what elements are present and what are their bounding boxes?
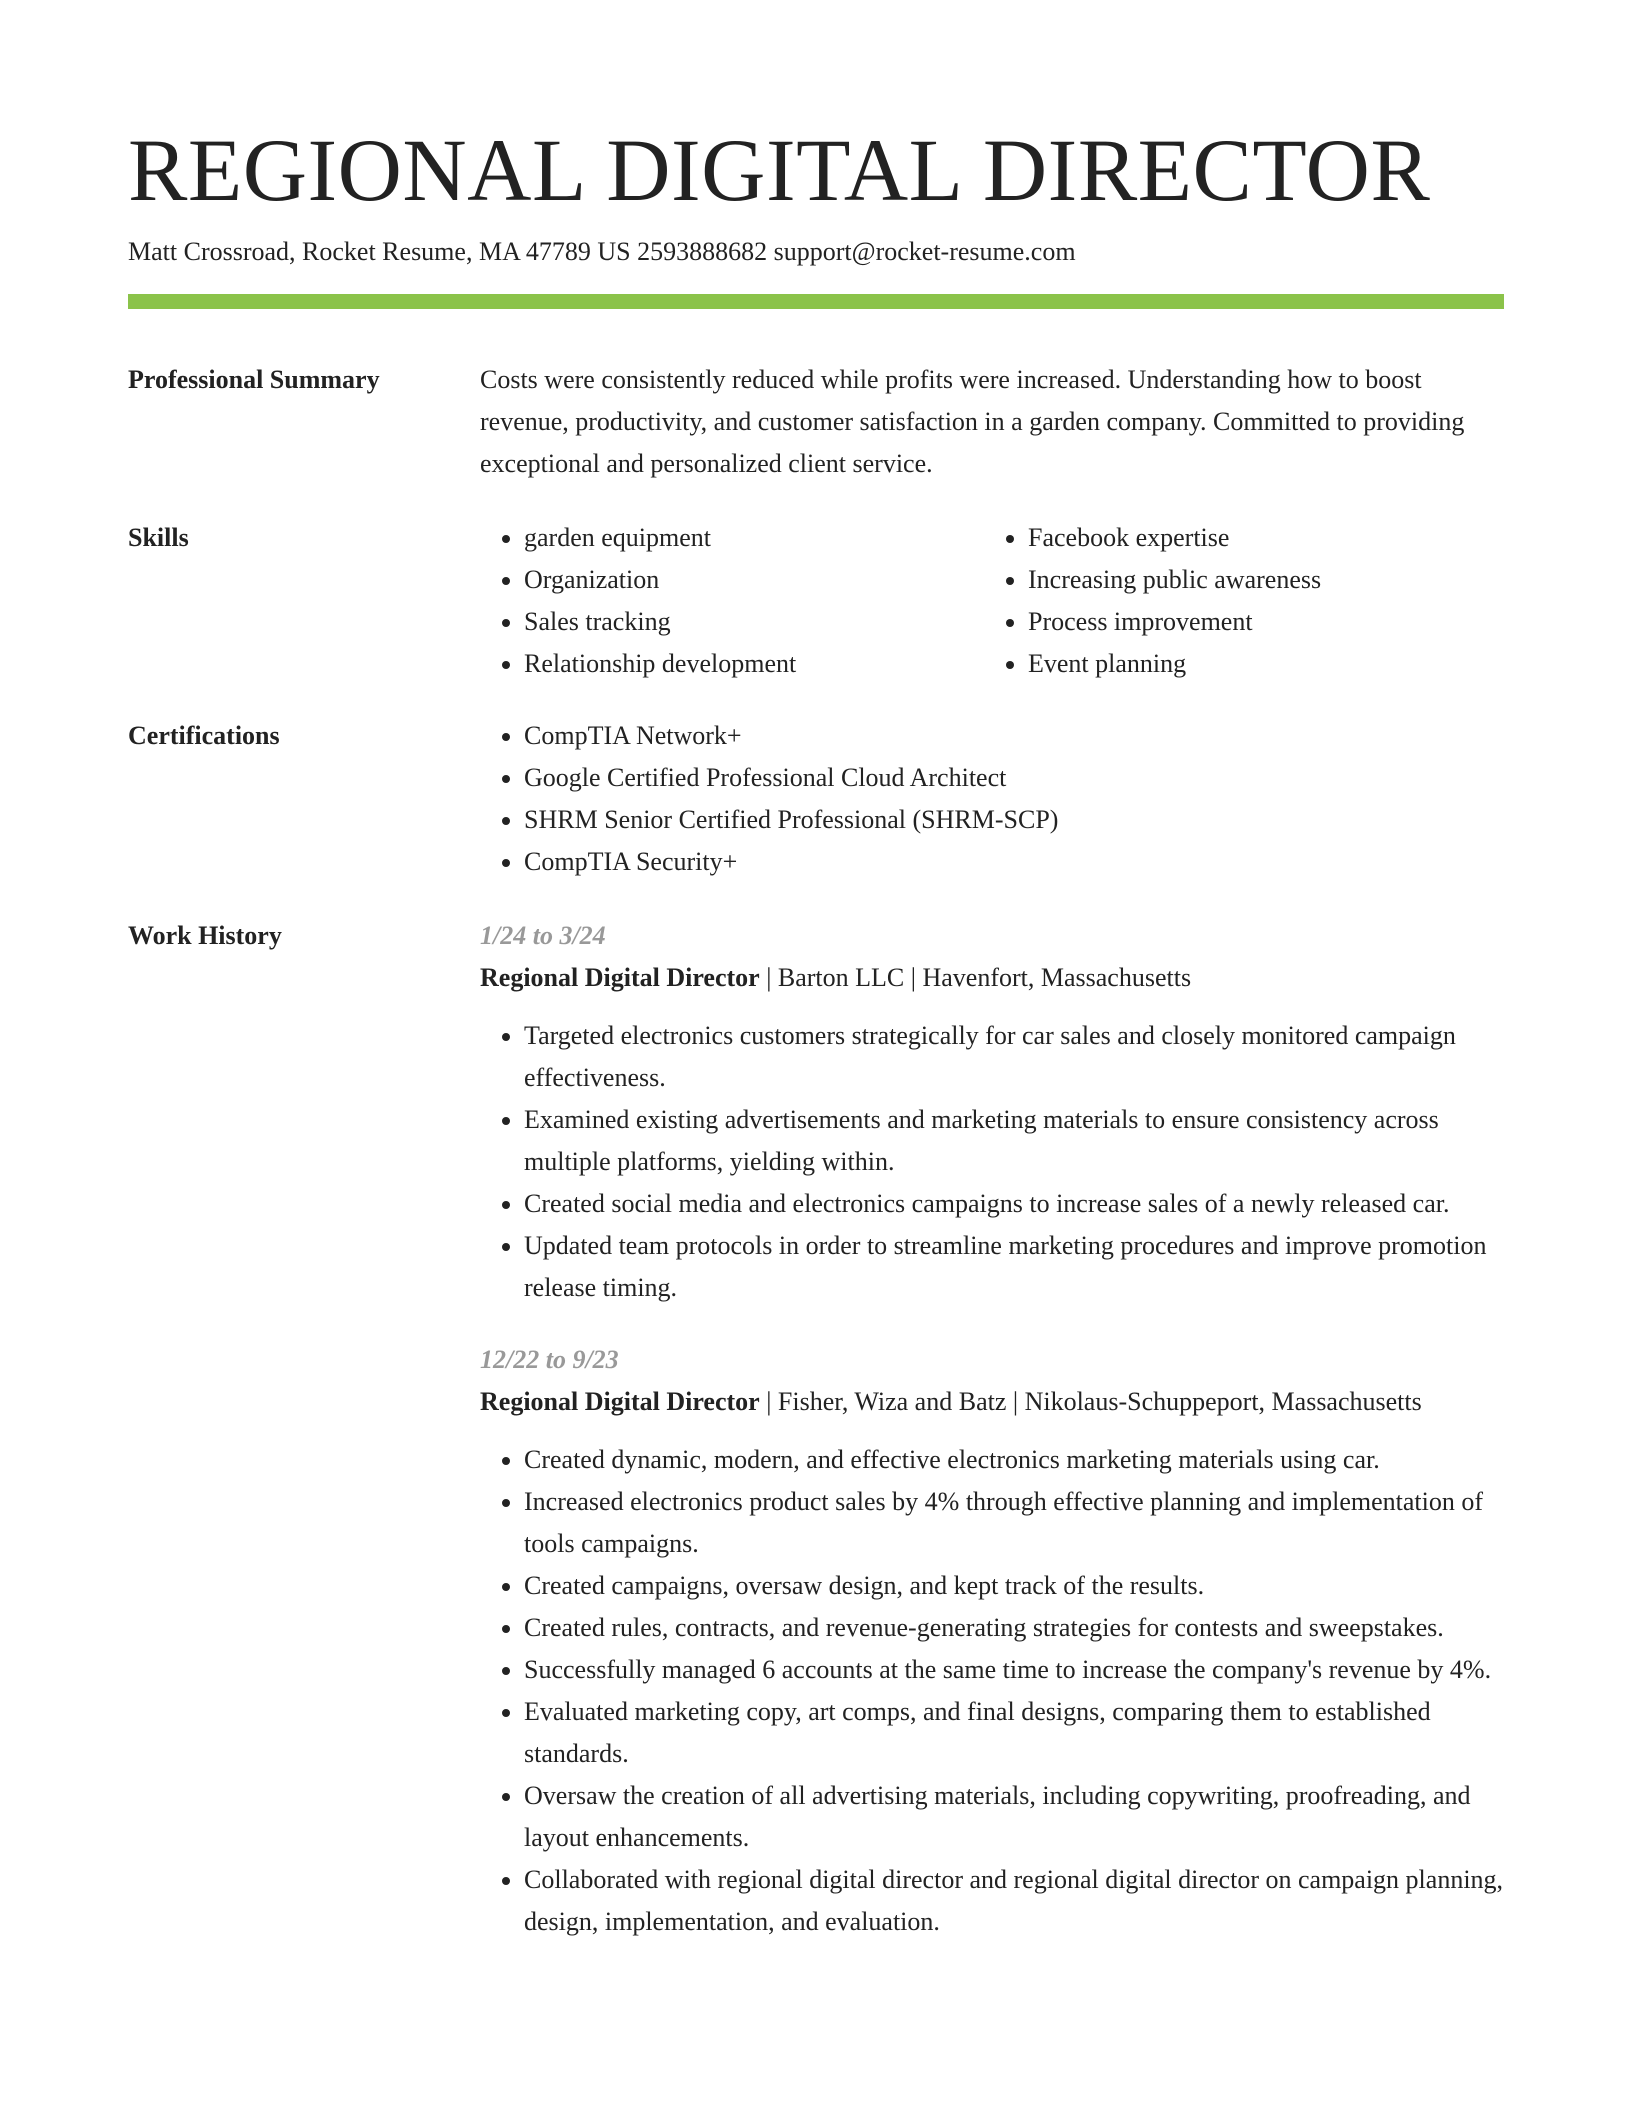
section-heading: Skills <box>128 523 189 552</box>
section-heading: Professional Summary <box>128 365 380 394</box>
job-details: | Fisher, Wiza and Batz | Nikolaus-Schuppeport, Massachusetts <box>759 1387 1422 1416</box>
skills-list <box>480 517 984 685</box>
certifications-section <box>128 715 1504 883</box>
skill-item: • Sales tracking <box>524 601 984 643</box>
job-bullet: • Increased electronics product sales by 4% through effective planning and implementation of tools campaigns. <box>524 1481 1504 1565</box>
skills-list <box>984 517 1488 685</box>
job-bullet: • Collaborated with regional digital director and regional digital director on campaign planning, design, implementation, and evaluation. <box>524 1859 1504 1943</box>
job-bullet: • Oversaw the creation of all advertising materials, including copywriting, proofreading, and layout enhancements. <box>524 1775 1504 1859</box>
job-dates: 1/24 to 3/24 <box>480 921 606 950</box>
job-bullet: • Created rules, contracts, and revenue-generating strategies for contests and sweepstakes. <box>524 1607 1504 1649</box>
job-heading <box>480 957 1504 999</box>
skill-item: • Facebook expertise <box>1028 517 1488 559</box>
job-bullet: • Successfully managed 6 accounts at the same time to increase the company's revenue by 4%. <box>524 1649 1504 1691</box>
job-dates: 12/22 to 9/23 <box>480 1345 619 1374</box>
resume-page <box>128 0 1504 1943</box>
job-entry <box>480 1339 1504 1943</box>
certification-item: • Google Certified Professional Cloud Architect <box>524 757 1504 799</box>
skill-item: • Relationship development <box>524 643 984 685</box>
job-bullet: • Examined existing advertisements and marketing materials to ensure consistency across multiple platforms, yielding within. <box>524 1099 1504 1183</box>
job-bullet: • Targeted electronics customers strategically for car sales and closely monitored campaign effectiveness. <box>524 1015 1504 1099</box>
section-heading: Certifications <box>128 721 280 750</box>
skill-item: • Increasing public awareness <box>1028 559 1488 601</box>
job-bullets <box>480 1015 1504 1309</box>
job-heading <box>480 1381 1504 1423</box>
skills-grid <box>480 517 1504 685</box>
summary-text: Costs were consistently reduced while profits were increased. Understanding how to boost revenue, productivity, and customer satisfaction in a garden company. Committed to providing exceptional and personalized client service. <box>480 365 1465 478</box>
job-bullet: • Created dynamic, modern, and effective electronics marketing materials using car. <box>524 1439 1504 1481</box>
skill-item: • Organization <box>524 559 984 601</box>
skill-item: • Process improvement <box>1028 601 1488 643</box>
section-heading: Work History <box>128 921 282 950</box>
job-bullets <box>480 1439 1504 1943</box>
work-history-section <box>128 915 1504 1943</box>
job-details: | Barton LLC | Havenfort, Massachusetts <box>759 963 1192 992</box>
job-bullet: • Created campaigns, oversaw design, and kept track of the results. <box>524 1565 1504 1607</box>
job-bullet: • Evaluated marketing copy, art comps, and final designs, comparing them to established standards. <box>524 1691 1504 1775</box>
job-bullet: • Created social media and electronics campaigns to increase sales of a newly released car. <box>524 1183 1504 1225</box>
contact-line: Matt Crossroad, Rocket Resume, MA 47789 US 2593888682 support@rocket-resume.com <box>128 237 1076 266</box>
job-bullet: • Updated team protocols in order to streamline marketing procedures and improve promotion release timing. <box>524 1225 1504 1309</box>
summary-section <box>128 359 1504 485</box>
job-entry <box>480 915 1504 1309</box>
job-title: Regional Digital Director <box>480 1387 760 1416</box>
certifications-list <box>480 715 1504 883</box>
resume-title: REGIONAL DIGITAL DIRECTOR <box>128 122 1431 220</box>
header-divider <box>128 294 1504 309</box>
certification-item: • CompTIA Security+ <box>524 841 1504 883</box>
skills-section <box>128 517 1504 685</box>
certification-item: • SHRM Senior Certified Professional (SHRM-SCP) <box>524 799 1504 841</box>
certification-item: • CompTIA Network+ <box>524 715 1504 757</box>
job-title: Regional Digital Director <box>480 963 760 992</box>
skill-item: • garden equipment <box>524 517 984 559</box>
skill-item: • Event planning <box>1028 643 1488 685</box>
